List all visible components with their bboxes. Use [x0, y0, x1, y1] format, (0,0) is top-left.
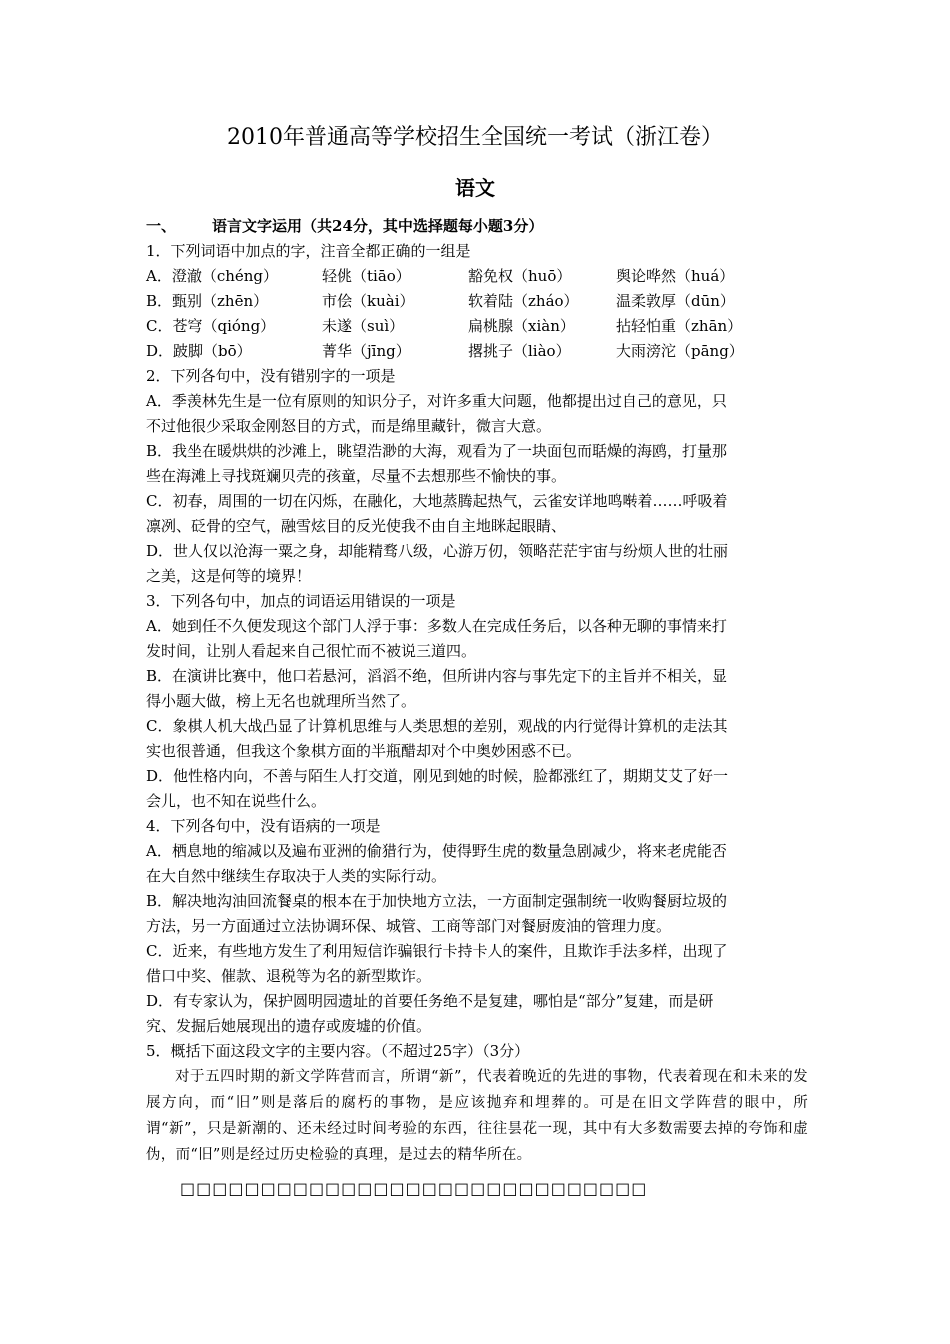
question-4-option-c-line-1: C．近来，有些地方发生了利用短信诈骗银行卡持卡人的案件，且欺诈手法多样，出现了	[146, 942, 728, 960]
exam-title: 2010年普通高等学校招生全国统一考试（浙江卷）	[227, 125, 723, 150]
question-2-option-d-line-2: 之美，这是何等的境界！	[146, 567, 312, 585]
option-term: 大雨滂沱（pāng）	[616, 342, 744, 360]
answer-box-grid[interactable]: □□□□□□□□□□□□□□□□□□□□□□□□□□□□□	[180, 1179, 648, 1198]
question-1-stem: 1．下列词语中加点的字，注音全都正确的一组是	[146, 242, 471, 260]
question-2-option-c-line-1: C．初春，周围的一切在闪烁，在融化，大地蒸腾起热气，云雀安详地鸣啭着……呼吸着	[146, 492, 728, 510]
option-term: 温柔敦厚（dūn）	[616, 292, 735, 310]
question-3-option-c-line-2: 实也很普通，但我这个象棋方面的半瓶醋却对个中奥妙困惑不已。	[146, 742, 582, 760]
question-2-option-d-line-1: D．世人仅以沧海一粟之身，却能精骛八级，心游万仞，领略茫茫宇宙与纷烦人世的壮丽	[146, 542, 729, 560]
section-heading	[146, 214, 808, 239]
option-term: A．澄澈（chéng）	[146, 267, 279, 285]
subject-heading: 语文	[455, 176, 495, 200]
question-3-option-b-line-2: 得小题大做，榜上无名也就理所当然了。	[146, 692, 417, 710]
question-3-option-a-line-1: A．她到任不久便发现这个部门人浮于事：多数人在完成任务后，以各种无聊的事情来打	[146, 617, 727, 635]
question-5-passage: 对于五四时期的新文学阵营而言，所谓“新”，代表着晚近的先进的事物，代表着现在和未来的发展方向，而“旧”则是落后的腐朽的事物，是应该抛弃和埋葬的。可是在旧文学阵营的眼中，所谓“新”，只是新潮的、还未经过时间考验的东西，往往昙花一现，其中有大多数需要去掉的夸饰和虚伪，而“旧”则是经过历史检验的真理，是过去的精华所在。	[146, 1069, 808, 1163]
option-term: C．苍穹（qióng）	[146, 317, 276, 335]
question-5-stem: 5．概括下面这段文字的主要内容。（不超过25字）（3分）	[146, 1042, 530, 1060]
option-term: 拈轻怕重（zhān）	[616, 317, 743, 335]
question-2-option-a-line-1: A．季羡林先生是一位有原则的知识分子，对许多重大问题，他都提出过自己的意见，只	[146, 392, 727, 410]
option-term: 扁桃腺（xiàn）	[468, 317, 575, 335]
question-4-option-d-line-2: 究、发掘后她展现出的遗存或废墟的价值。	[146, 1017, 432, 1035]
option-term: 菁华（jīng）	[322, 342, 411, 360]
question-2-option-c-line-2: 凛冽、砭骨的空气，融雪炫目的反光使我不由自主地眯起眼睛、	[146, 517, 567, 535]
question-4-stem: 4．下列各句中，没有语病的一项是	[146, 817, 381, 835]
option-term: 软着陆（zháo）	[468, 292, 579, 310]
option-term: 轻佻（tiāo）	[322, 267, 411, 285]
question-2-option-a-line-2: 不过他很少采取金刚怒目的方式，而是绵里藏针，微言大意。	[146, 417, 552, 435]
question-3-option-b-line-1: B．在演讲比赛中，他口若悬河，滔滔不绝，但所讲内容与事先定下的主旨并不相关，显	[146, 667, 728, 685]
section-title: 语言文字运用（共24分，其中选择题每小题3分）	[212, 217, 544, 235]
question-2-option-b-line-1: B．我坐在暖烘烘的沙滩上，眺望浩渺的大海，观看为了一块面包而聒燥的海鸥，打量那	[146, 442, 728, 460]
question-1-option-a	[146, 264, 808, 289]
option-term: 未遂（suì）	[322, 317, 405, 335]
question-4-option-b-line-2: 方法，另一方面通过立法协调环保、城管、工商等部门对餐厨废油的管理力度。	[146, 917, 672, 935]
question-3-option-d-line-2: 会儿，也不知在说些什么。	[146, 792, 327, 810]
question-4-option-a-line-2: 在大自然中继续生存取决于人类的实际行动。	[146, 867, 447, 885]
option-term: 豁免权（huō）	[468, 267, 572, 285]
section-number: 一、	[146, 217, 177, 235]
question-3-option-d-line-1: D．他性格内向，不善与陌生人打交道，刚见到她的时候，脸都涨红了，期期艾艾了好一	[146, 767, 729, 785]
question-4-option-b-line-1: B．解决地沟油回流餐桌的根本在于加快地方立法，一方面制定强制统一收购餐厨垃圾的	[146, 892, 728, 910]
question-1-option-b	[146, 289, 808, 314]
exam-body	[146, 214, 808, 1201]
option-term: 市侩（kuài）	[322, 292, 415, 310]
question-1-option-c	[146, 314, 808, 339]
question-3-option-a-line-2: 发时间，让别人看起来自己很忙而不被说三道四。	[146, 642, 477, 660]
question-2-stem: 2．下列各句中，没有错别字的一项是	[146, 367, 396, 385]
question-4-option-d-line-1: D．有专家认为，保护圆明园遗址的首要任务绝不是复建，哪怕是“部分”复建，而是研	[146, 992, 714, 1010]
option-term: B．甄别（zhēn）	[146, 292, 269, 310]
question-3-stem: 3．下列各句中，加点的词语运用错误的一项是	[146, 592, 456, 610]
option-term: 撂挑子（liào）	[468, 342, 571, 360]
question-4-option-c-line-2: 借口中奖、催款、退税等为名的新型欺诈。	[146, 967, 432, 985]
option-term: D．跛脚（bō）	[146, 342, 252, 360]
question-2-option-b-line-2: 些在海滩上寻找斑斓贝壳的孩童，尽量不去想那些不愉快的事。	[146, 467, 567, 485]
question-3-option-c-line-1: C．象棋人机大战凸显了计算机思维与人类思想的差别，观战的内行觉得计算机的走法其	[146, 717, 728, 735]
question-1-option-d	[146, 339, 808, 364]
question-4-option-a-line-1: A．栖息地的缩减以及遍布亚洲的偷猎行为，使得野生虎的数量急剧减少，将来老虎能否	[146, 842, 727, 860]
option-term: 舆论哗然（huá）	[616, 267, 735, 285]
